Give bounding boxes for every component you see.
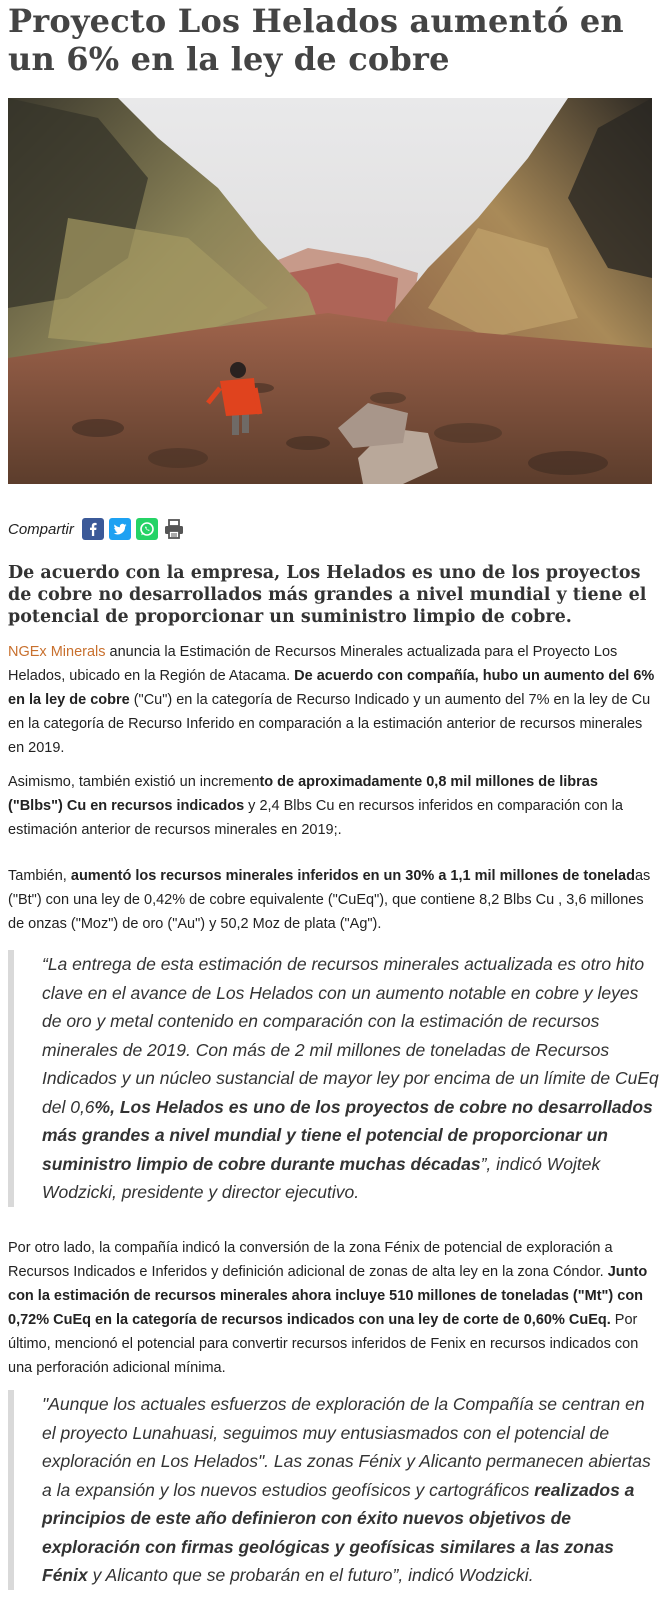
p3-text-b: as ("Bt") con una ley de 0,42% de cobre equivalente ("CuEq"), que contiene 8,2 Blbs Cu , 3,6 millones de onzas ("Moz") de oro ("Au") y 50,2 Moz de plata ("Ag"). — [8, 868, 651, 932]
mountain-valley-image — [8, 98, 652, 484]
article-title: Proyecto Los Helados aumentó en un 6% en la ley de cobre — [8, 2, 624, 78]
quote-wodzicki-2 — [8, 1390, 660, 1590]
twitter-icon[interactable] — [109, 518, 131, 540]
ngex-minerals-link[interactable]: NGEx Minerals — [8, 644, 106, 660]
paragraph-1 — [8, 640, 656, 760]
p2-text-a: Asimismo, también existió un incremen — [8, 774, 260, 790]
p2-bold: to de aproximadamente 0,8 mil millones de libras ("Blbs") Cu en recursos indicados — [8, 774, 598, 814]
q1-text-a: “La entrega de esta estimación de recursos minerales actualizada es otro hito clave en el avance de Los Helados con un aumento notable en cobre y leyes de oro y metal contenido en comparación con la estimación de recursos minerales de 2019. Con más de 2 mil millones de toneladas de Recursos Indicados y un núcleo sustancial de mayor ley por encima de un límite de CuEq del 0,6 — [42, 954, 659, 1117]
paragraph-4 — [8, 1236, 656, 1380]
article-lead: De acuerdo con la empresa, Los Helados es uno de los proyectos de cobre no desarrollados más grandes a nivel mundial y tiene el potencial de proporcionar un suministro limpio de cobre. — [8, 563, 647, 627]
p1-text-a: anuncia la Estimación de Recursos Minerales actualizada para el Proyecto Los Helados, ubicado en la Región de Atacama. — [8, 644, 618, 684]
paragraph-2 — [8, 770, 656, 842]
q2-bold: realizados a principios de este año definieron con éxito nuevos objetivos de exploración con firmas geológicas y geofísicas similares a las zonas Fénix — [42, 1479, 635, 1585]
print-icon[interactable] — [163, 518, 185, 540]
share-bar — [8, 514, 190, 544]
q1-bold: %, Los Helados es uno de los proyectos de cobre no desarrollados más grandes a nivel mundial y tiene el potencial de proporcionar un suministro limpio de cobre durante muchas décadas — [42, 1096, 653, 1174]
q1-text-b: ”, indicó Wojtek Wodzicki, presidente y director ejecutivo. — [42, 1153, 601, 1202]
p2-text-b: y 2,4 Blbs Cu en recursos inferidos en comparación con la estimación anterior de recursos minerales en 2019;. — [8, 798, 623, 838]
facebook-icon[interactable] — [82, 518, 104, 540]
p4-text-a: Por otro lado, la compañía indicó la conversión de la zona Fénix de potencial de exploración a Recursos Indicados e Inferidos y definición adicional de zonas de alta ley en la zona Cóndor. — [8, 1240, 613, 1280]
p1-bold: De acuerdo con compañía, hubo un aumento del 6% en la ley de cobre — [8, 668, 655, 708]
p4-bold: Junto con la estimación de recursos minerales ahora incluye 510 millones de toneladas ("Mt") con 0,72% CuEq en la categoría de recursos indicados con una ley de corte de 0,60% CuEq. — [8, 1264, 648, 1328]
q2-text-a: "Aunque los actuales esfuerzos de exploración de la Compañía se centran en el proyecto Lunahuasi, seguimos muy entusiasmados con el potencial de exploración en Los Helados". Las zonas Fénix y Alicanto permanecen abiertas a la expansión y los nuevos estudios geofísicos y cartográficos — [42, 1394, 651, 1500]
share-label: Compartir — [8, 520, 74, 538]
p1-text-b: ("Cu") en la categoría de Recurso Indicado y un aumento del 7% en la ley de Cu en la categoría de Recurso Inferido en comparación a la estimación anterior de recursos minerales en 2019. — [8, 692, 651, 756]
quote-wodzicki-1 — [8, 950, 660, 1207]
hero-photo — [8, 98, 652, 484]
q2-text-b: y Alicanto que se probarán en el futuro”, indicó Wodzicki. — [87, 1565, 534, 1585]
p3-text-a: También, — [8, 868, 71, 884]
paragraph-3 — [8, 864, 656, 936]
whatsapp-icon[interactable] — [136, 518, 158, 540]
p4-text-b: Por último, mencionó el potencial para convertir recursos inferidos de Fenix en recursos indicados con una perforación adicional mínima. — [8, 1312, 639, 1376]
p3-bold: aumentó los recursos minerales inferidos en un 30% a 1,1 mil millones de tonelad — [70, 868, 635, 884]
